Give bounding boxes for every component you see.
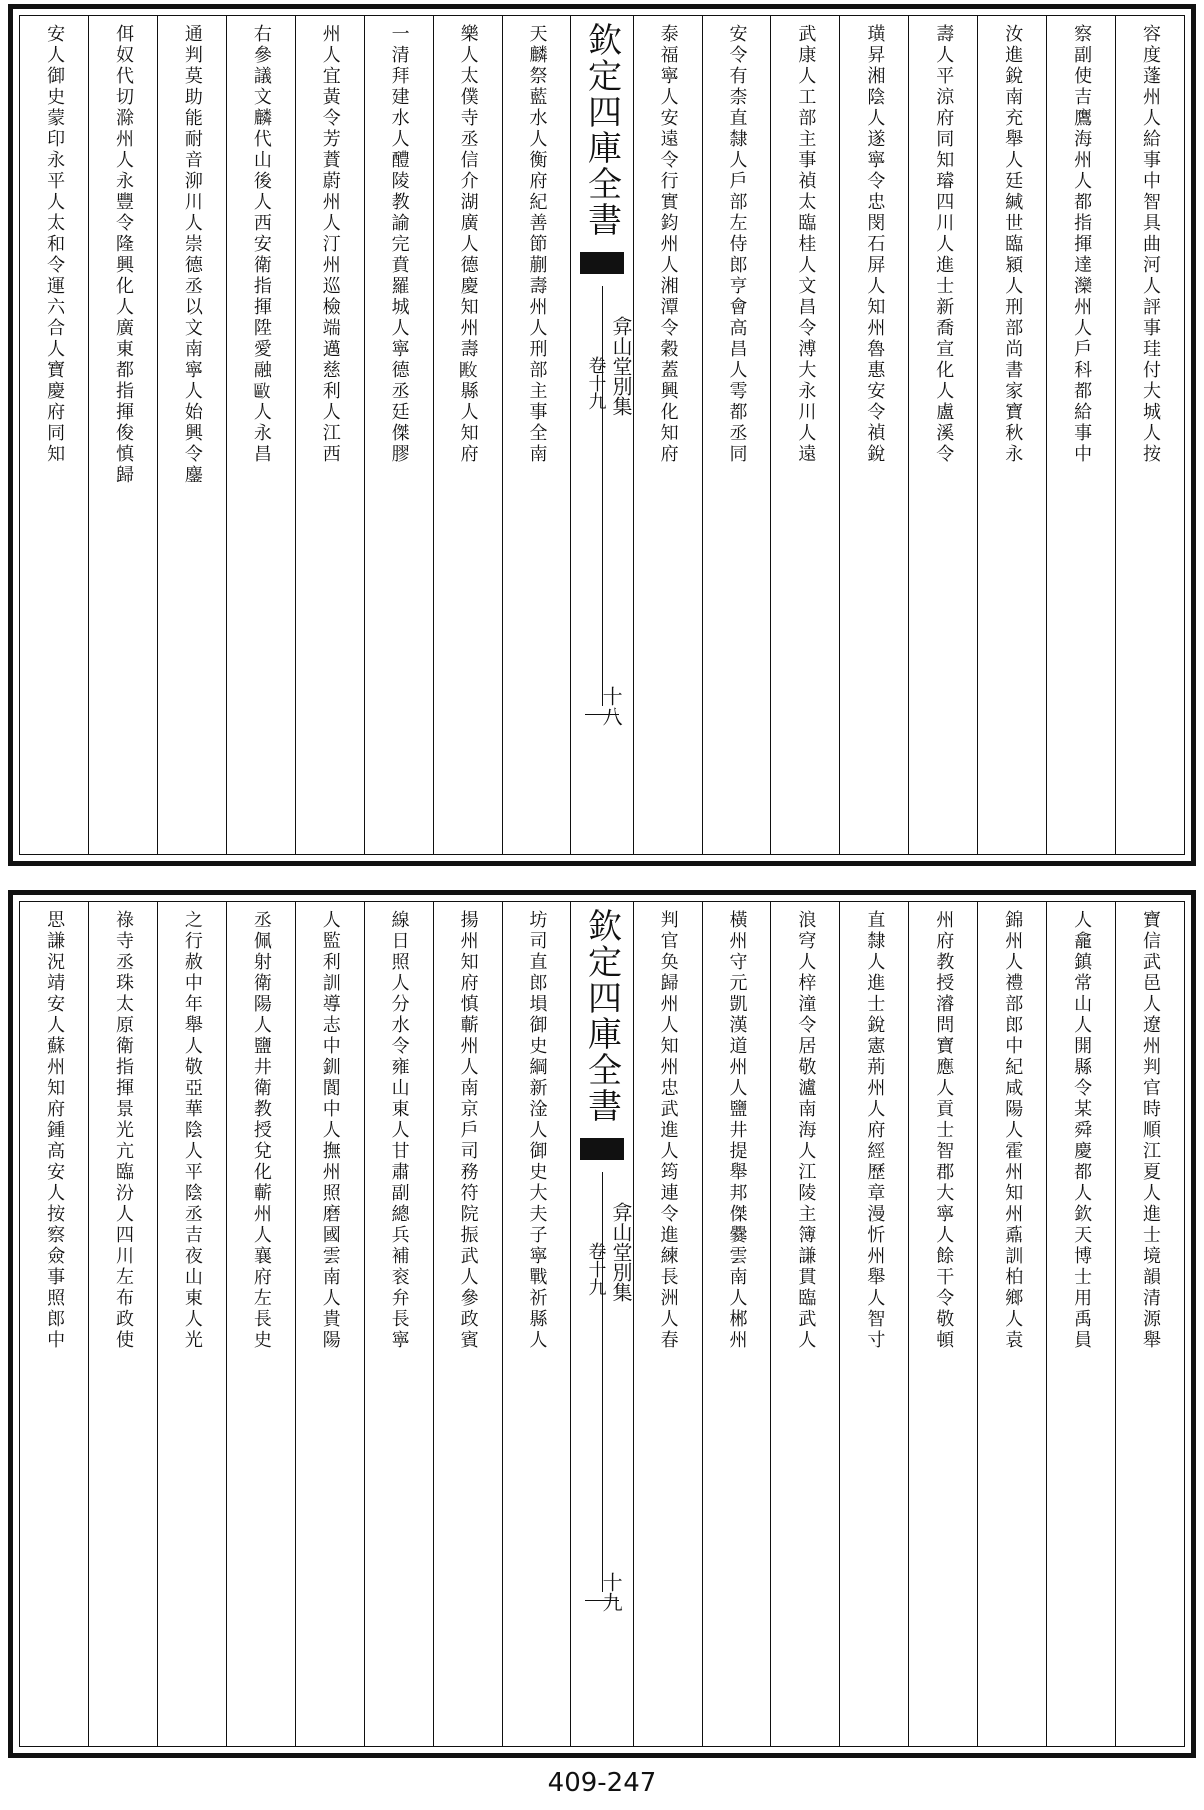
bottom-column-text: 直隸人進士銳憲荊州人府經歷章漫忻州舉人智寸 <box>864 910 886 1351</box>
bottom-text-column <box>1115 902 1184 1746</box>
bottom-text-column <box>839 902 908 1746</box>
bottom-page-inner-border <box>19 901 1185 1747</box>
top-text-column <box>20 16 88 854</box>
top-text-column <box>226 16 295 854</box>
bottom-text-column <box>364 902 433 1746</box>
page-number-footer: 409-247 <box>547 1768 657 1798</box>
bottom-text-column <box>502 902 571 1746</box>
center-fold-line <box>602 1172 603 1592</box>
bottom-text-column <box>908 902 977 1746</box>
top-column-text: 天麟祭藍水人衡府紀善節蒯壽州人刑部主事全南 <box>526 24 548 465</box>
top-column-text: 武康人工部主事禎太臨桂人文昌令溥大永川人遠 <box>795 24 817 465</box>
fishtail-mark <box>580 252 624 274</box>
volume-label: 卷十九 <box>585 1242 607 1296</box>
bottom-text-column <box>770 902 839 1746</box>
top-column-text: 安令有柰直隸人戶部左侍郎亨會高昌人雩都丞同 <box>726 24 748 465</box>
top-column-text: 樂人太僕寺丞信介湖廣人德慶知州壽𢾺縣人知府 <box>457 24 479 465</box>
top-text-column <box>977 16 1046 854</box>
top-text-column <box>1046 16 1115 854</box>
volume-label: 卷十九 <box>585 356 607 410</box>
top-page-columns <box>20 16 1184 854</box>
bottom-column-text: 揚州知府慎蘄州人南京戶司務符院振武人參政賓 <box>457 910 479 1351</box>
top-text-column <box>702 16 771 854</box>
leaf-number: 十八 <box>599 686 624 726</box>
top-center-heading-column <box>570 16 632 854</box>
top-text-column <box>908 16 977 854</box>
top-column-text: 汝進銳南充舉人廷緘世臨潁人刑部尚書家寶秋永 <box>1002 24 1024 465</box>
bottom-text-column <box>1046 902 1115 1746</box>
top-column-text: 璜昇湘陰人遂寧令忠閔石屏人知州魯惠安令禎銳 <box>864 24 886 465</box>
bottom-page-columns <box>20 902 1184 1746</box>
bottom-text-column <box>295 902 364 1746</box>
bottom-text-column <box>20 902 88 1746</box>
top-text-column <box>295 16 364 854</box>
top-column-text: 通判莫助能耐音泖川人崇德丞以文南寧人始興令鏖 <box>181 24 203 486</box>
top-column-text: 壽人平涼府同知璿四川人進士新喬宣化人盧溪令 <box>933 24 955 465</box>
top-text-column <box>770 16 839 854</box>
bottom-text-column <box>88 902 157 1746</box>
top-column-text: 察副使吉鷹海州人都指揮達灤州人戶科都給事中 <box>1071 24 1093 465</box>
bottom-column-text: 坊司直郎塤御史綱新淦人御史大夫子寧戰祈縣人 <box>526 910 548 1351</box>
top-column-text: 容度蓬州人給事中智具曲河人評事珪付大城人按 <box>1140 24 1162 465</box>
bottom-column-text: 線日照人分水令雍山東人甘肅副總兵補衮弁長寧 <box>388 910 410 1351</box>
bottom-column-text: 祿寺丞珠太原衛指揮景光亢臨汾人四川左布政使 <box>112 910 134 1351</box>
bottom-column-text: 橫州守元凱漢道州人鹽井提舉邦傑爨雲南人郴州 <box>726 910 748 1351</box>
book-series-title: 欽定四庫全書 <box>581 22 622 238</box>
leaf-divider <box>585 714 619 715</box>
top-text-column <box>633 16 702 854</box>
leaf-number: 十九 <box>599 1572 624 1612</box>
bottom-text-column <box>157 902 226 1746</box>
book-series-title: 欽定四庫全書 <box>581 908 622 1124</box>
top-column-text: 右參議文麟代山後人西安衛指揮陞愛融𢿛人永昌 <box>250 24 272 465</box>
bottom-column-text: 州府教授濬問寶應人貢士智郡大寧人餘干令敬頓 <box>933 910 955 1351</box>
top-column-text: 安人御史蒙印永平人太和令運六合人寶慶府同知 <box>44 24 66 465</box>
bottom-column-text: 人龕鎮常山人開縣令某舜慶都人欽天博士用禹員 <box>1071 910 1093 1351</box>
top-column-text: 一清拜建水人醴陵教諭完賁羅城人寧德丞廷傑膠 <box>388 24 410 465</box>
top-text-column <box>157 16 226 854</box>
bottom-text-column <box>977 902 1046 1746</box>
top-text-column <box>839 16 908 854</box>
center-fold-line <box>602 286 603 706</box>
bottom-column-text: 之行赦中年舉人敬亞華陰人平陰丞吉夜山東人光 <box>181 910 203 1351</box>
bottom-column-text: 錦州人禮部郎中紀咸陽人霍州知州鼒訓柏鄉人袁 <box>1002 910 1024 1351</box>
bottom-column-text: 判官奂歸州人知州忠武進人筠連令進練長洲人春 <box>657 910 679 1351</box>
bottom-column-text: 思謙況靖安人蘇州知府鍾高安人按察僉事照郎中 <box>44 910 66 1351</box>
top-text-column <box>88 16 157 854</box>
bottom-text-column <box>226 902 295 1746</box>
top-column-text: 泰福寧人安遠令行實鈞州人湘潭令穀蓋興化知府 <box>657 24 679 465</box>
bottom-page-frame <box>8 890 1196 1758</box>
bottom-text-column <box>633 902 702 1746</box>
top-text-column <box>433 16 502 854</box>
book-title: 弇山堂別集 <box>608 1202 633 1302</box>
bottom-column-text: 人監利訓導志中釧閬中人撫州照磨國雲南人貴陽 <box>319 910 341 1351</box>
bottom-center-heading-column <box>570 902 632 1746</box>
bottom-column-text: 浪穹人梓潼令居敬瀘南海人江陵主簿謙貫臨武人 <box>795 910 817 1351</box>
top-text-column <box>502 16 571 854</box>
leaf-divider <box>585 1600 619 1601</box>
top-text-column <box>1115 16 1184 854</box>
top-page-frame <box>8 4 1196 866</box>
top-page-inner-border <box>19 15 1185 855</box>
bottom-text-column <box>702 902 771 1746</box>
bottom-column-text: 寶信武邑人遼州判官時順江夏人進士境韻清源舉 <box>1140 910 1162 1351</box>
top-column-text: 佴奴代切滁州人永豐令隆興化人廣東都指揮俊慎歸 <box>112 24 134 486</box>
bottom-text-column <box>433 902 502 1746</box>
book-title: 弇山堂別集 <box>608 316 633 416</box>
top-text-column <box>364 16 433 854</box>
bottom-column-text: 丞佩射衛陽人鹽井衛教授兌化蘄州人襄府左長史 <box>250 910 272 1351</box>
top-column-text: 州人宜黃令芳蕡蔚州人汀州巡檢端邁慈利人江西 <box>319 24 341 465</box>
fishtail-mark <box>580 1138 624 1160</box>
